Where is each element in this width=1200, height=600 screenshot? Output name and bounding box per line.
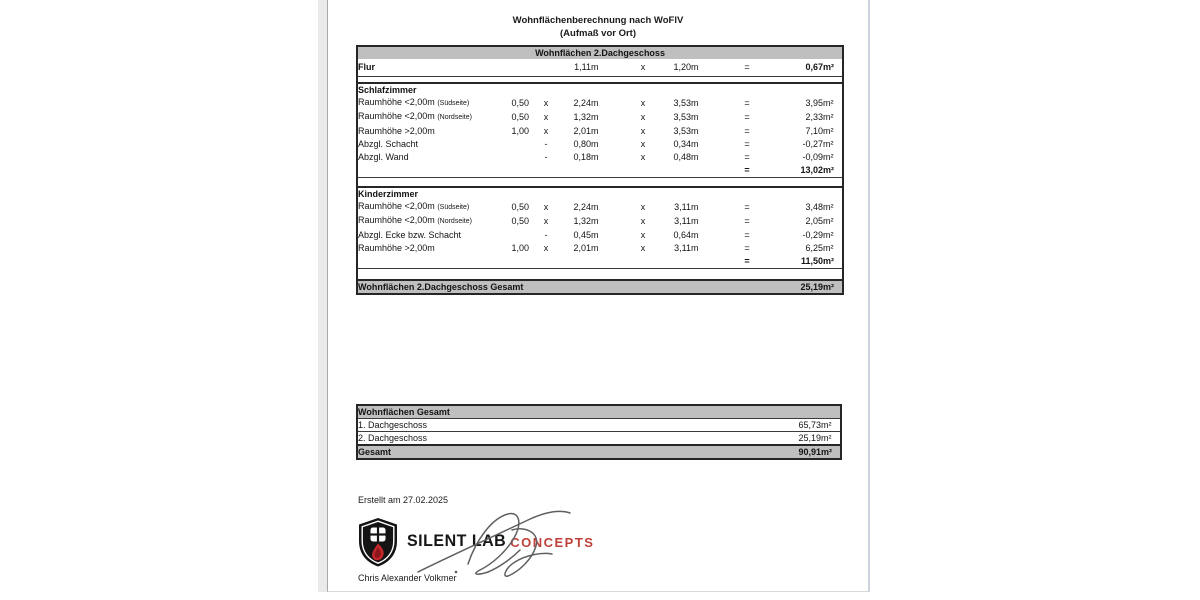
table-row bbox=[357, 445, 841, 459]
cell-operator: x bbox=[543, 125, 549, 136]
cell-operator: x bbox=[640, 151, 646, 162]
cell-result-unit: m² bbox=[821, 419, 841, 432]
cell-factor: 0,50 bbox=[511, 202, 529, 212]
cell-result-unit: m² bbox=[823, 254, 843, 268]
cell-value: 1,20 bbox=[661, 59, 691, 76]
cell-operator: x bbox=[543, 98, 549, 108]
cell-factor bbox=[505, 137, 529, 150]
table-row bbox=[357, 432, 841, 446]
cell-result: -0,09 bbox=[802, 151, 823, 162]
cell-footer-result: 25,19 bbox=[769, 280, 823, 294]
cell-value: 2,24 bbox=[573, 98, 591, 108]
cell-equals: = bbox=[744, 98, 750, 108]
cell-result-unit: m² bbox=[823, 216, 834, 226]
cell-value: 3,11 bbox=[674, 216, 691, 226]
label-side-note: (Nordseite) bbox=[437, 114, 472, 121]
cell-result-unit: m² bbox=[823, 98, 834, 108]
cell-footer-label: Wohnflächen 2.Dachgeschoss Gesamt bbox=[357, 280, 769, 294]
table-row bbox=[357, 241, 843, 254]
cell-empty bbox=[661, 163, 691, 177]
cell-operator: x bbox=[543, 112, 549, 122]
cell-unit: m bbox=[691, 112, 699, 122]
cell-unit: m bbox=[691, 242, 699, 253]
cell-operator: x bbox=[640, 98, 646, 108]
cell-equals: = bbox=[725, 163, 769, 177]
cell-label: Raumhöhe <2,00m (Nordseite) bbox=[358, 111, 472, 121]
label-side-note: (Südseite) bbox=[437, 204, 470, 211]
table-row bbox=[357, 200, 843, 214]
cell-table-header: Wohnflächen Gesamt bbox=[357, 405, 841, 419]
cell-empty bbox=[529, 254, 563, 268]
cell-result-unit: m² bbox=[821, 445, 841, 459]
spacer-cell bbox=[357, 268, 843, 280]
cell-empty bbox=[661, 254, 691, 268]
signer-name: Chris Alexander Volkmer bbox=[358, 573, 457, 583]
spacer-cell bbox=[357, 177, 843, 187]
cell-value: 1,32 bbox=[573, 112, 591, 122]
table-row bbox=[357, 124, 843, 137]
cell-empty bbox=[357, 254, 505, 268]
cell-empty bbox=[625, 163, 661, 177]
cell-unit: m bbox=[691, 216, 699, 226]
cell-value: 0,18 bbox=[573, 151, 591, 162]
summary-table-body bbox=[357, 405, 841, 459]
cell-value: 3,11 bbox=[674, 242, 691, 253]
cell-operator: x bbox=[640, 112, 646, 122]
cell-unit: m bbox=[591, 151, 599, 162]
cell-equals: = bbox=[744, 229, 750, 240]
cell-value: 1,32 bbox=[573, 216, 591, 226]
table-row bbox=[357, 83, 843, 96]
document-title: Wohnflächenberechnung nach WoFlV bbox=[512, 15, 684, 26]
cell-unit: m bbox=[591, 216, 599, 226]
table-row bbox=[357, 110, 843, 124]
table-row bbox=[357, 187, 843, 200]
created-date-line: Erstellt am 27.02.2025 bbox=[358, 495, 449, 505]
cell-equals: = bbox=[744, 151, 750, 162]
cell-operator: - bbox=[544, 229, 548, 240]
table-row bbox=[357, 268, 843, 280]
cell-result-unit: m² bbox=[823, 280, 843, 294]
cell-result: -0,29 bbox=[802, 229, 823, 240]
table-row bbox=[357, 177, 843, 187]
brand-name-text: SILENT LAB bbox=[407, 532, 507, 551]
cell-value: 0,48 bbox=[673, 151, 691, 162]
cell-empty bbox=[563, 254, 591, 268]
cell-result: 7,10 bbox=[805, 125, 823, 136]
document-page bbox=[327, 0, 870, 592]
cell-label: 2. Dachgeschoss bbox=[357, 432, 767, 446]
cell-label: 1. Dachgeschoss bbox=[357, 419, 767, 432]
cell-value: 2,01 bbox=[573, 242, 591, 253]
cell-empty bbox=[691, 163, 725, 177]
cell-operator: x bbox=[625, 59, 661, 76]
cell-operator: x bbox=[640, 229, 646, 240]
cell-unit: m bbox=[591, 202, 599, 212]
cell-factor: 1,00 bbox=[511, 242, 529, 253]
cell-factor bbox=[505, 59, 529, 76]
shield-house-flame-icon bbox=[356, 517, 400, 567]
cell-unit: m bbox=[691, 202, 699, 212]
cell-label: Abzgl. Wand bbox=[358, 151, 409, 162]
cell-value: 2,24 bbox=[573, 202, 591, 212]
cell-unit: m bbox=[591, 112, 599, 122]
cell-label: Raumhöhe <2,00m (Südseite) bbox=[358, 97, 470, 107]
cell-operator: x bbox=[543, 202, 549, 212]
cell-unit: m bbox=[691, 125, 699, 136]
cell-label: Raumhöhe >2,00m bbox=[358, 242, 435, 253]
cell-unit: m bbox=[691, 59, 725, 76]
table-row bbox=[357, 228, 843, 241]
cell-result: 65,73 bbox=[767, 419, 821, 432]
label-side-note: (Südseite) bbox=[437, 100, 470, 107]
cell-sum-result: 13,02 bbox=[769, 163, 823, 177]
cell-empty bbox=[591, 254, 625, 268]
cell-unit: m bbox=[591, 229, 599, 240]
cell-empty bbox=[691, 254, 725, 268]
cell-value: 0,34 bbox=[673, 138, 691, 149]
cell-result: -0,27 bbox=[802, 138, 823, 149]
cell-unit: m bbox=[591, 59, 625, 76]
cell-result-unit: m² bbox=[823, 242, 834, 253]
cell-result-unit: m² bbox=[823, 112, 834, 122]
table-row bbox=[357, 214, 843, 228]
cell-factor: 1,00 bbox=[511, 125, 529, 136]
cell-value: 3,53 bbox=[673, 125, 691, 136]
cell-equals: = bbox=[744, 242, 750, 253]
cell-empty bbox=[505, 163, 529, 177]
cell-operator: x bbox=[543, 242, 549, 253]
cell-factor: 0,50 bbox=[511, 112, 529, 122]
table-row bbox=[357, 419, 841, 432]
cell-value: 0,64 bbox=[673, 229, 691, 240]
cell-value: 3,53 bbox=[673, 98, 691, 108]
cell-result-unit: m² bbox=[823, 163, 843, 177]
cell-label: Raumhöhe >2,00m bbox=[358, 125, 435, 136]
area-calculation-table bbox=[356, 45, 844, 295]
cell-result: 2,05 bbox=[805, 216, 823, 226]
cell-result: 0,67 bbox=[769, 59, 823, 76]
cell-result-unit: m² bbox=[823, 125, 834, 136]
cell-operator bbox=[529, 59, 563, 76]
cell-table-header: Wohnflächen 2.Dachgeschoss bbox=[357, 46, 843, 59]
cell-result: 3,95 bbox=[805, 98, 823, 108]
cell-empty bbox=[625, 254, 661, 268]
cell-factor bbox=[505, 150, 529, 163]
table-row bbox=[357, 163, 843, 177]
cell-equals: = bbox=[744, 202, 750, 212]
cell-label: Abzgl. Schacht bbox=[358, 138, 419, 149]
cell-empty bbox=[591, 163, 625, 177]
table-row bbox=[357, 96, 843, 110]
cell-factor: 0,50 bbox=[511, 98, 529, 108]
cell-value: 0,45 bbox=[573, 229, 591, 240]
cell-unit: m bbox=[591, 138, 599, 149]
table-row bbox=[357, 46, 843, 59]
cell-operator: - bbox=[544, 138, 548, 149]
cell-factor bbox=[505, 228, 529, 241]
cell-operator: - bbox=[544, 151, 548, 162]
cell-total-label: Gesamt bbox=[357, 445, 767, 459]
table-row bbox=[357, 76, 843, 83]
cell-equals: = bbox=[725, 59, 769, 76]
area-table-body bbox=[357, 46, 843, 294]
cell-unit: m bbox=[691, 138, 699, 149]
cell-result: 3,48 bbox=[805, 202, 823, 212]
cell-unit: m bbox=[691, 151, 699, 162]
cell-value: 1,11 bbox=[563, 59, 591, 76]
table-row bbox=[357, 137, 843, 150]
cell-equals: = bbox=[744, 125, 750, 136]
cell-unit: m bbox=[591, 242, 599, 253]
cell-section-title: Kinderzimmer bbox=[357, 187, 843, 200]
cell-operator: x bbox=[640, 202, 646, 212]
cell-label: Raumhöhe <2,00m (Südseite) bbox=[358, 201, 470, 211]
cell-label: Abzgl. Ecke bzw. Schacht bbox=[358, 229, 462, 240]
cell-operator: x bbox=[543, 216, 549, 226]
cell-result: 25,19 bbox=[767, 432, 821, 446]
cell-result-unit: m² bbox=[823, 202, 834, 212]
cell-equals: = bbox=[744, 138, 750, 149]
cell-value: 2,01 bbox=[573, 125, 591, 136]
cell-value: 0,80 bbox=[573, 138, 591, 149]
cell-unit: m bbox=[691, 98, 699, 108]
cell-section-title: Schlafzimmer bbox=[357, 83, 843, 96]
signature-scribble bbox=[416, 506, 586, 580]
cell-operator: x bbox=[640, 138, 646, 149]
cell-result-unit: m² bbox=[823, 229, 834, 240]
table-row bbox=[357, 150, 843, 163]
cell-unit: m bbox=[591, 125, 599, 136]
cell-total-result: 90,91 bbox=[767, 445, 821, 459]
cell-result-unit: m² bbox=[823, 59, 843, 76]
total-summary-table bbox=[356, 404, 842, 460]
table-row bbox=[357, 405, 841, 419]
table-row bbox=[357, 59, 843, 76]
cell-result-unit: m² bbox=[821, 432, 841, 446]
cell-empty bbox=[357, 163, 505, 177]
cell-equals: = bbox=[744, 216, 750, 226]
cell-empty bbox=[563, 163, 591, 177]
cell-factor: 0,50 bbox=[511, 216, 529, 226]
cell-value: 3,11 bbox=[674, 202, 691, 212]
cell-empty bbox=[505, 254, 529, 268]
cell-value: 3,53 bbox=[673, 112, 691, 122]
table-row bbox=[357, 280, 843, 294]
spacer-cell bbox=[357, 76, 843, 83]
cell-result-unit: m² bbox=[823, 151, 834, 162]
document-subtitle: (Aufmaß vor Ort) bbox=[560, 28, 636, 39]
page-left-shadow bbox=[318, 0, 327, 592]
cell-sum-result: 11,50 bbox=[769, 254, 823, 268]
cell-equals: = bbox=[744, 112, 750, 122]
brand-suffix-text: CONCEPTS bbox=[510, 534, 595, 550]
cell-equals: = bbox=[725, 254, 769, 268]
cell-operator: x bbox=[640, 216, 646, 226]
cell-label: Raumhöhe <2,00m (Nordseite) bbox=[358, 215, 472, 225]
cell-operator: x bbox=[640, 125, 646, 136]
cell-result: 6,25 bbox=[805, 242, 823, 253]
cell-result-unit: m² bbox=[823, 138, 834, 149]
cell-unit: m bbox=[691, 229, 699, 240]
cell-empty bbox=[529, 163, 563, 177]
label-side-note: (Nordseite) bbox=[437, 218, 472, 225]
cell-unit: m bbox=[591, 98, 599, 108]
cell-label: Flur bbox=[357, 59, 505, 76]
table-row bbox=[357, 254, 843, 268]
cell-result: 2,33 bbox=[805, 112, 823, 122]
cell-operator: x bbox=[640, 242, 646, 253]
